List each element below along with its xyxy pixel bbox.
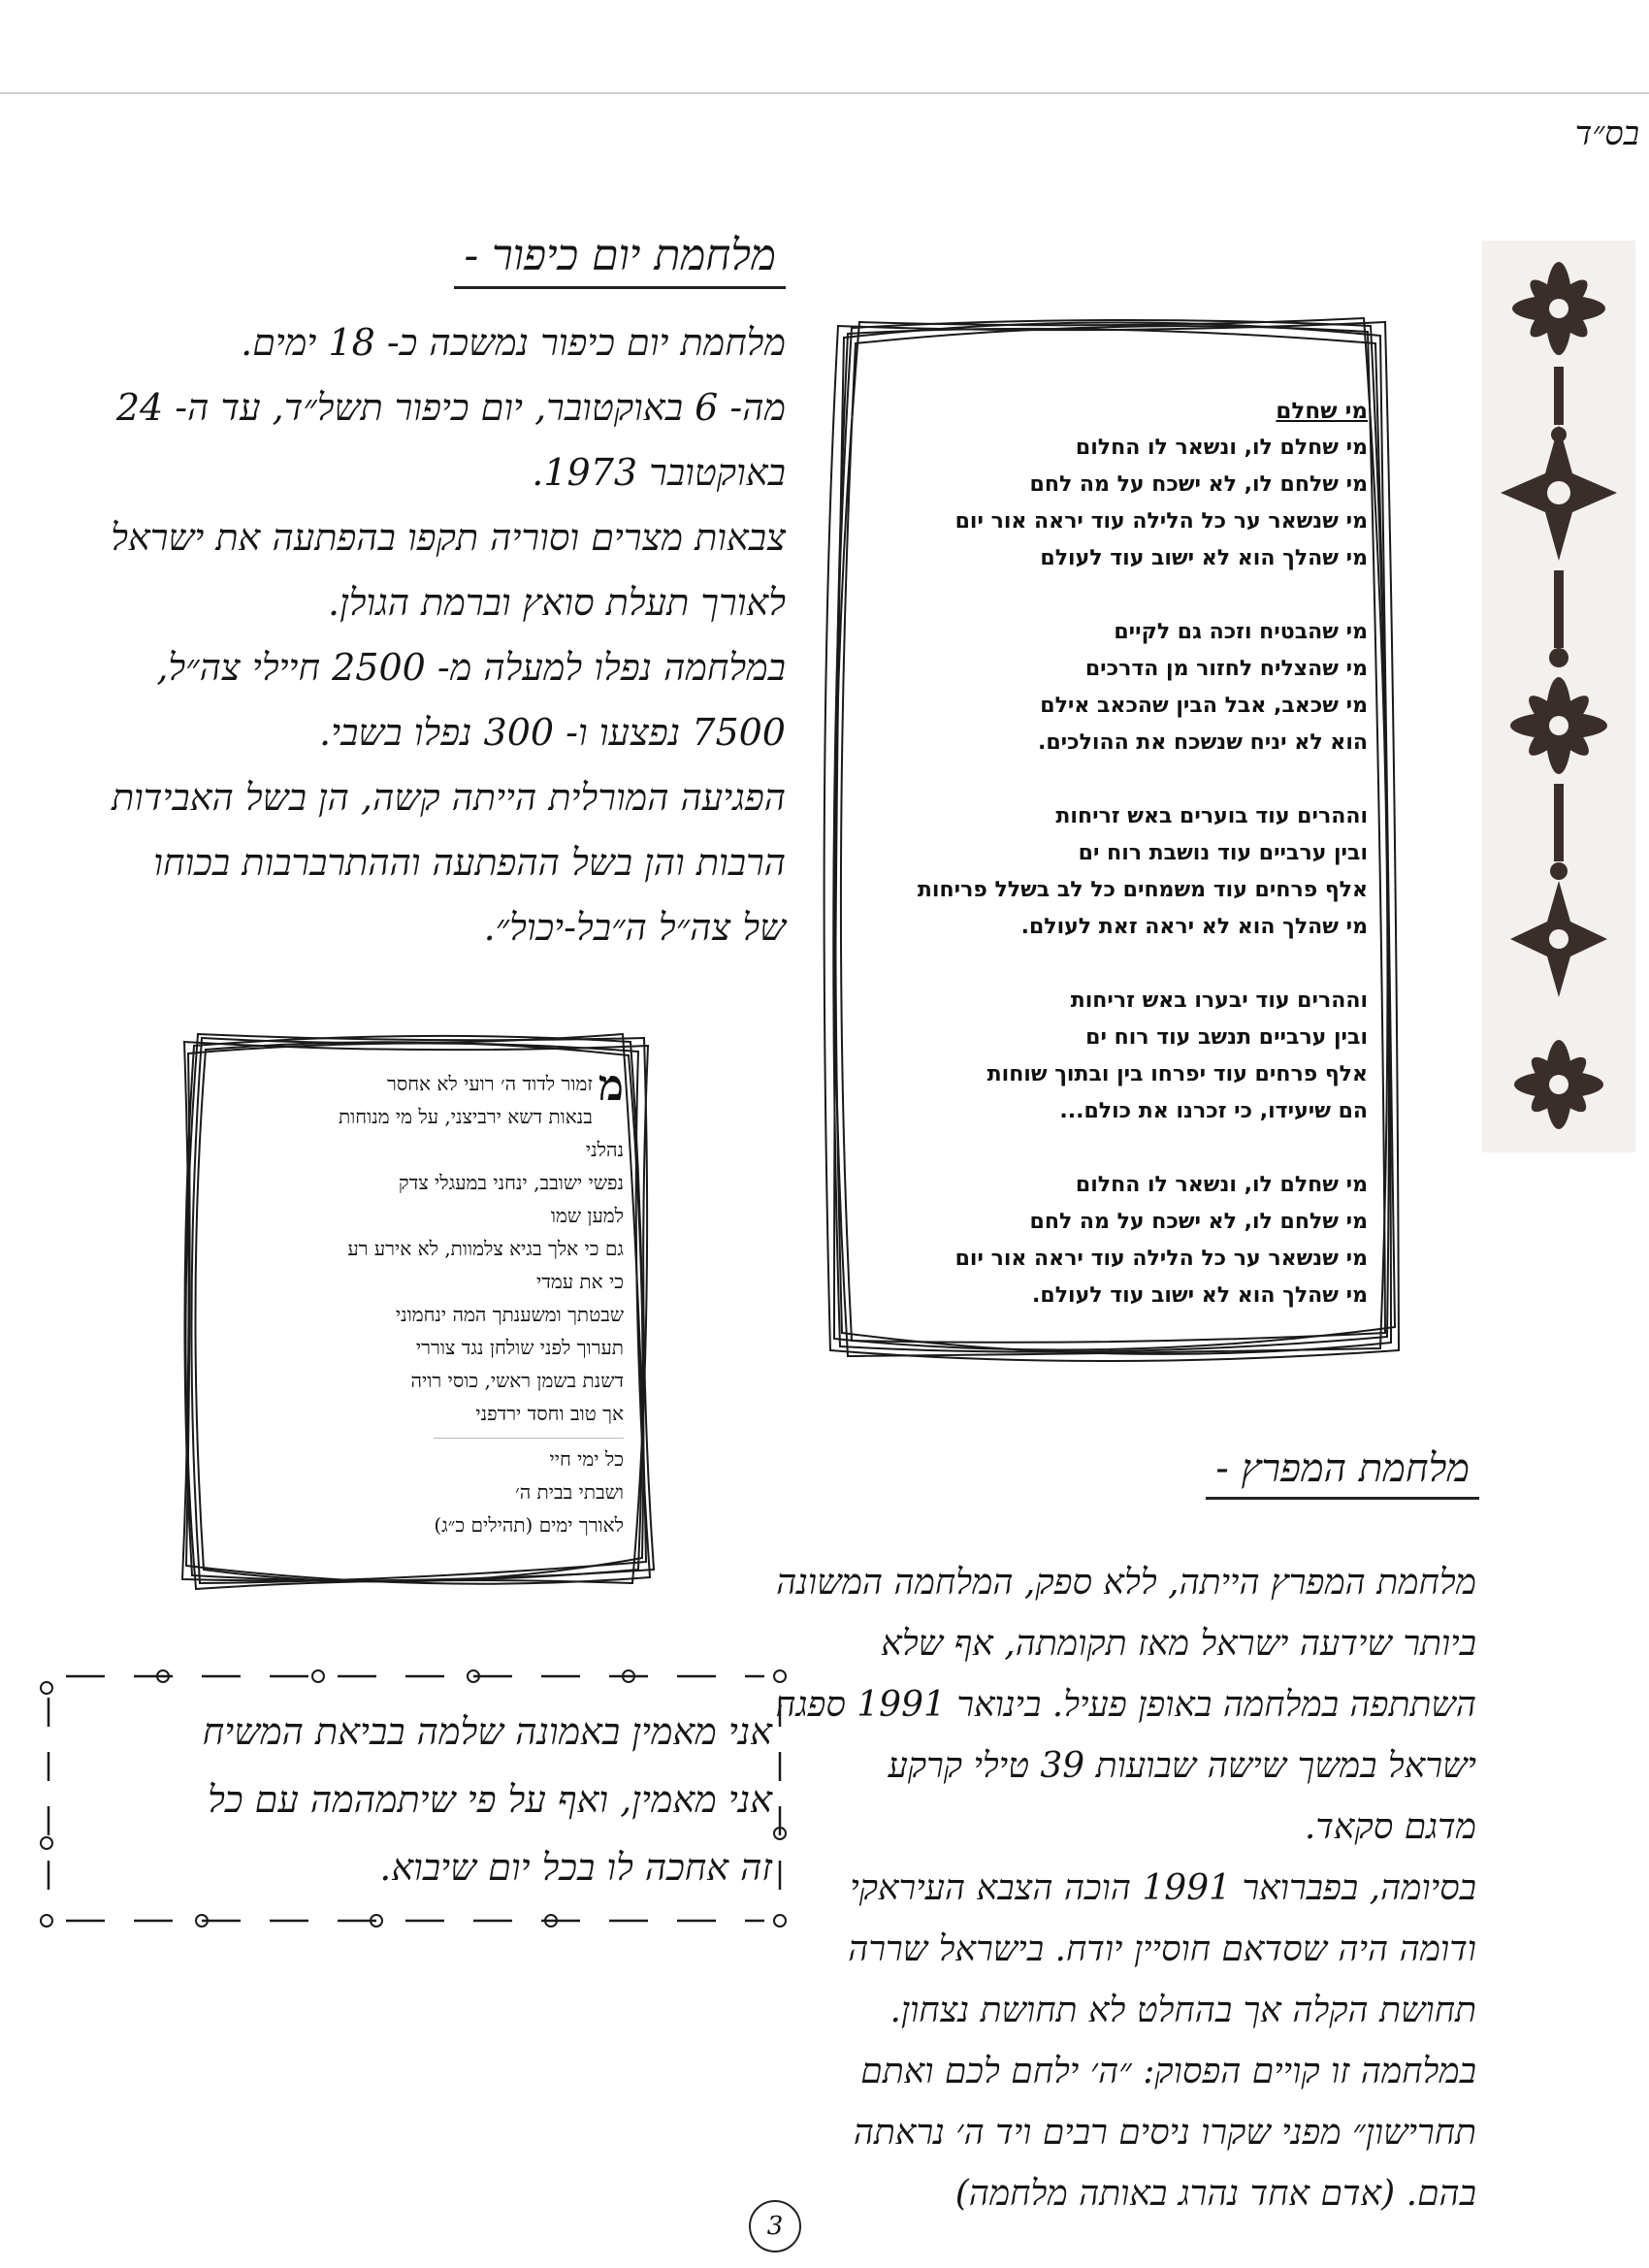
poem-line: מי שלחם לו, לא ישכח על מה לחם	[1029, 472, 1368, 497]
text-line: הרבות והן בשל ההפתעה וההתרברבות בכוחו	[153, 841, 786, 884]
text-line: ישראל במשך שישה שבועות 39 טילי קרקע	[888, 1746, 1476, 1786]
poem-line: מי שהבטיח וזכה גם לקיים	[1114, 620, 1368, 644]
poem	[824, 393, 1368, 1351]
text-line: ביותר שידעה ישראל מאז תקומתה, אף שלא	[881, 1624, 1476, 1664]
psalm-line: כל ימי חיי	[549, 1447, 624, 1471]
psalm-line: למען שמו	[550, 1204, 624, 1227]
poem-line: אלף פרחים עוד יפרחו בין ובתוך שוחות	[986, 1062, 1368, 1086]
page-number: 3	[749, 2200, 801, 2252]
gulf-war-title: מלחמת המפרץ -	[1206, 1445, 1479, 1500]
decorative-initial: מ	[598, 1061, 624, 1111]
text-line: מלחמת יום כיפור נמשכה כ- 18 ימים.	[241, 321, 786, 364]
psalm-ending	[434, 1438, 624, 1541]
bsd-header: בס״ד	[1574, 114, 1639, 153]
text-line: ודומה היה שסדאם חוסיין יודח. בישראל שררה	[848, 1929, 1476, 1969]
poem-line: הם שיעידו, כי זכרנו את כולם...	[1059, 1099, 1368, 1123]
poem-line: מי שהלך הוא לא יראה זאת לעולם.	[1020, 915, 1368, 939]
text-line: השתתפה במלחמה באופן פעיל. בינואר 1991 ספגה	[775, 1685, 1476, 1725]
text-line: באוקטובר 1973.	[532, 451, 786, 494]
floral-ornament-strip	[1482, 241, 1635, 1152]
text-line: 7500 נפצעו ו- 300 נפלו בשבי.	[319, 711, 786, 754]
poem-line: מי שהלך הוא לא ישוב עוד לעולם.	[1032, 1283, 1368, 1308]
text-line: מדגם סקאד.	[1304, 1807, 1476, 1847]
text-line: במלחמה נפלו למעלה מ- 2500 חיילי צה״ל,	[156, 646, 786, 689]
text-line: של צה״ל ה״בל-יכול״.	[483, 906, 786, 949]
psalm-line: גם כי אלך בגיא צלמוות, לא אירע רע	[347, 1237, 624, 1260]
poem-line: אלף פרחים עוד משמחים כל לב בשלל פריחות	[917, 878, 1368, 902]
psalm-line: ושבתי בבית ה׳	[515, 1480, 624, 1504]
text-line: במלחמה זו קויים הפסוק: ״ה׳ ילחם לכם ואתם	[860, 2052, 1476, 2091]
top-band	[0, 0, 1649, 94]
poem-line: ובין ערביים תנשב עוד רוח ים	[1085, 1025, 1368, 1050]
yom-kippur-text	[10, 310, 786, 960]
text-line: אני מאמין, ואף על פי שיתמהמה עם כל	[208, 1778, 772, 1821]
text-line: הפגיעה המורלית הייתה קשה, הן בשל האבידות	[111, 776, 786, 819]
poem-stanza	[824, 798, 1368, 946]
psalm-line: נפשי ישובב, ינחני במעגלי צדק	[398, 1171, 624, 1194]
gulf-war-text	[739, 1552, 1476, 2224]
psalm-line: אך טוב וחסד ירדפני	[475, 1402, 624, 1425]
psalm-line: זמור לדוד ה׳ רועי לא אחסר	[387, 1072, 593, 1095]
text-line: לאורך תעלת סואץ וברמת הגולן.	[328, 581, 786, 624]
psalm-line: כי את עמדי	[536, 1270, 624, 1293]
psalm-line: בנאות דשא ירביצני, על מי מנוחות	[338, 1105, 593, 1128]
psalm-line: שבטתך ומשענתך המה ינחמוני	[395, 1303, 624, 1326]
text-line: בהם. (אדם אחד נהרג באותה מלחמה)	[954, 2174, 1476, 2214]
psalm-box	[175, 1026, 655, 1594]
psalm-line: נהלני	[585, 1138, 624, 1161]
poem-line: מי שלחם לו, לא ישכח על מה לחם	[1029, 1210, 1368, 1234]
poem-line: וההרים עוד יבערו באש זריחות	[1070, 988, 1368, 1013]
psalm-line: דשנת בשמן ראשי, כוסי רויה	[410, 1369, 624, 1392]
poem-stanza	[824, 1167, 1368, 1314]
poem-line: מי שחלם לו, ונשאר לו החלום	[1075, 1173, 1368, 1197]
poem-line: מי שחלם לו, ונשאר לו החלום	[1075, 436, 1368, 460]
poem-line: הוא לא יניח שנשכח את ההולכים.	[1037, 730, 1368, 755]
poem-line: מי שנשאר ער כל הלילה עוד יראה אור יום	[954, 1247, 1368, 1271]
poem-line: וההרים עוד בוערים באש זריחות	[1055, 804, 1368, 828]
text-line: זה אחכה לו בכל יום שיבוא.	[379, 1846, 772, 1889]
text-line: תחרישון״ מפני שקרו ניסים רבים ויד ה׳ נראתה	[853, 2113, 1476, 2153]
text-line: מה- 6 באוקטובר, יום כיפור תשל״ד, עד ה- 24	[115, 386, 786, 429]
poem-line: מי שהצליח לחזור מן הדרכים	[1084, 657, 1368, 681]
psalm-line: לאורך ימים (תהילים כ״ג)	[434, 1513, 624, 1537]
text-line: בסיומה, בפברואר 1991 הוכה הצבא העיראקי	[850, 1868, 1476, 1908]
yom-kippur-title: מלחמת יום כיפור -	[454, 231, 786, 289]
psalm-23	[226, 1061, 624, 1541]
text-line: מלחמת המפרץ הייתה, ללא ספק, המלחמה המשונה	[776, 1563, 1476, 1603]
poem-stanza	[824, 614, 1368, 761]
poem-stanza	[824, 430, 1368, 577]
psalm-line: תערוך לפני שולחן נגד צוררי	[415, 1336, 624, 1359]
text-line: צבאות מצרים וסוריה תקפו בהפתעה את ישראל	[111, 516, 786, 559]
text-line: תחושת הקלה אך בהחלט לא תחושת נצחון.	[889, 1991, 1476, 2030]
poem-box	[813, 308, 1406, 1376]
text-line: אני מאמין באמונה שלמה בביאת המשיח	[202, 1710, 772, 1753]
poem-line: מי שהלך הוא לא ישוב עוד לעולם	[1040, 546, 1368, 570]
ornament-icon	[1482, 241, 1635, 1152]
poem-line: מי שכאב, אבל הבין שהכאב אילם	[1040, 694, 1368, 718]
ani-maamin-box	[27, 1639, 793, 1969]
poem-line: מי שנשאר ער כל הלילה עוד יראה אור יום	[954, 509, 1368, 534]
poem-stanza	[824, 983, 1368, 1130]
poem-title: מי שחלם	[1276, 399, 1368, 424]
poem-line: ובין ערביים עוד נושבת רוח ים	[1078, 841, 1368, 865]
ani-maamin-text	[54, 1698, 772, 1901]
